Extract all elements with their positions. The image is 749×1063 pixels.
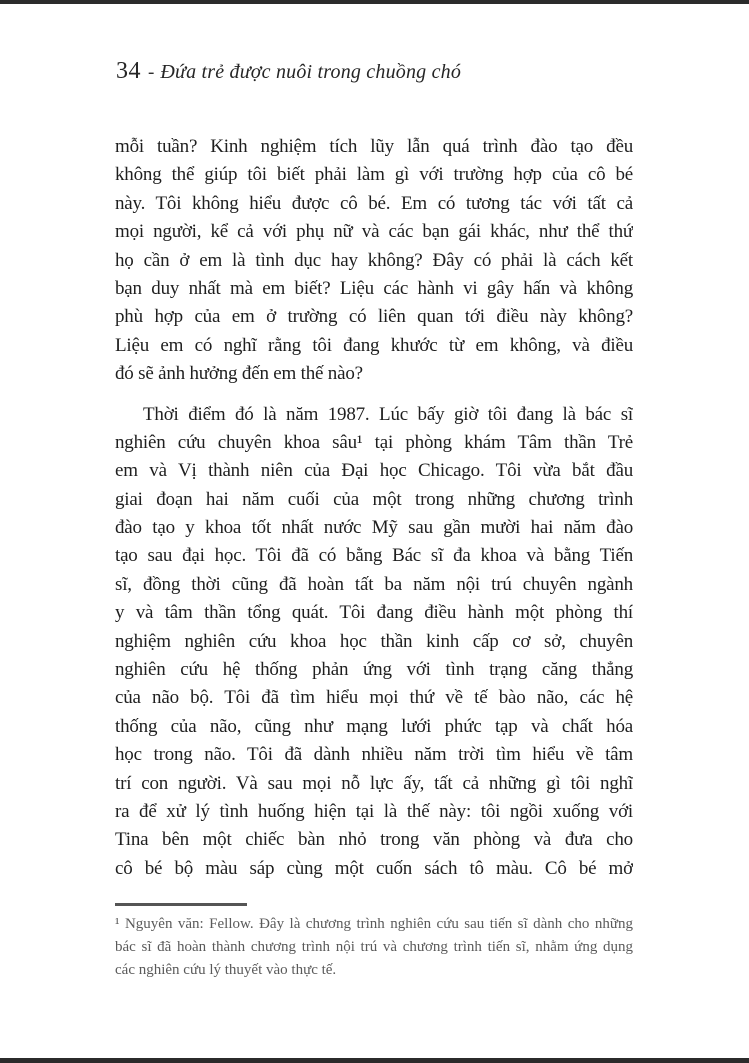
footnote-rule <box>115 903 247 906</box>
text-line: giai đoạn hai năm cuối của một trong những chương trình <box>115 488 633 510</box>
text-line: cô bé bộ màu sáp cùng một cuốn sách tô màu. Cô bé mở <box>115 857 633 879</box>
page-number: 34 <box>116 58 141 84</box>
text-line: ra để xử lý tình huống hiện tại là thế này: tôi ngồi xuống với <box>115 800 633 822</box>
text-line: y và tâm thần tổng quát. Tôi đang điều hành một phòng thí <box>115 602 633 624</box>
text-line: nghiệm nghiên cứu khoa học thần kinh cấp cơ sở, chuyên <box>115 630 633 652</box>
text-line: đào tạo y khoa tốt nhất nước Mỹ sau gần mười hai năm đào <box>115 517 633 539</box>
scan-edge-bottom <box>0 1058 749 1063</box>
text-line: phù hợp của em ở trường có liên quan tới điều này không? <box>115 306 633 328</box>
scan-edge-top <box>0 0 749 4</box>
paragraph <box>115 401 633 884</box>
text-line: nghiên cứu chuyên khoa sâu¹ tại phòng khám Tâm thần Trẻ <box>115 431 633 453</box>
body-text <box>115 133 633 982</box>
text-line: của não bộ. Tôi đã tìm hiểu mọi thứ về tế bào não, các hệ <box>115 687 633 709</box>
footnote <box>115 903 633 982</box>
text-line: Tina bên một chiếc bàn nhỏ trong văn phòng và đưa cho <box>115 829 633 851</box>
text-line: không thể giúp tôi biết phải làm gì với trường hợp của cô bé <box>115 164 633 186</box>
text-line: em và Vị thành niên của Đại học Chicago. Tôi vừa bắt đầu <box>115 460 633 482</box>
text-line: nghiên cứu hệ thống phản ứng với tình trạng căng thẳng <box>115 659 633 681</box>
text-line: mỗi tuần? Kinh nghiệm tích lũy lẫn quá trình đào tạo đều <box>115 136 633 157</box>
text-line: Thời điểm đó là năm 1987. Lúc bấy giờ tôi đang là bác sĩ <box>143 403 633 425</box>
text-line: bạn duy nhất mà em biết? Liệu các hành vi gây hấn và không <box>115 277 633 299</box>
text-line: thống của não, cũng như mạng lưới phức tạp và chất hóa <box>115 715 633 737</box>
text-line: sĩ, đồng thời cũng đã hoàn tất ba năm nội trú chuyên ngành <box>115 573 633 595</box>
footnote-line: bác sĩ đã hoàn thành chương trình nội trú và chương trình tiến sĩ, nhằm ứng dụng <box>115 939 633 956</box>
text-line: này. Tôi không hiểu được cô bé. Em có tương tác với tất cả <box>115 192 633 214</box>
paragraph <box>115 133 633 389</box>
text-line: họ cần ở em là tình dục hay không? Đây có phải là cách kết <box>115 249 633 271</box>
text-line: mọi người, kể cả với phụ nữ và các bạn gái khác, như thể thứ <box>115 221 633 243</box>
text-line: trí con người. Và sau mọi nỗ lực ấy, tất cả những gì tôi nghĩ <box>115 772 633 794</box>
text-line: tạo sau đại học. Tôi đã có bằng Bác sĩ đa khoa và bằng Tiến <box>115 545 633 567</box>
running-header <box>116 58 634 85</box>
running-title: Đứa trẻ được nuôi trong chuồng chó <box>160 61 462 83</box>
header-separator: - <box>148 62 155 83</box>
text-line: học trong não. Tôi đã dành nhiều năm trời tìm hiểu về tâm <box>115 744 633 766</box>
footnote-line: ¹ Nguyên văn: Fellow. Đây là chương trình nghiên cứu sau tiến sĩ dành cho những <box>115 916 633 933</box>
text-line: Liệu em có nghĩ rằng tôi đang khước từ em không, và điều <box>115 334 633 356</box>
footnote-line: các nghiên cứu lý thuyết vào thực tế. <box>115 962 337 979</box>
text-line: đó sẽ ảnh hưởng đến em thế nào? <box>115 363 363 385</box>
